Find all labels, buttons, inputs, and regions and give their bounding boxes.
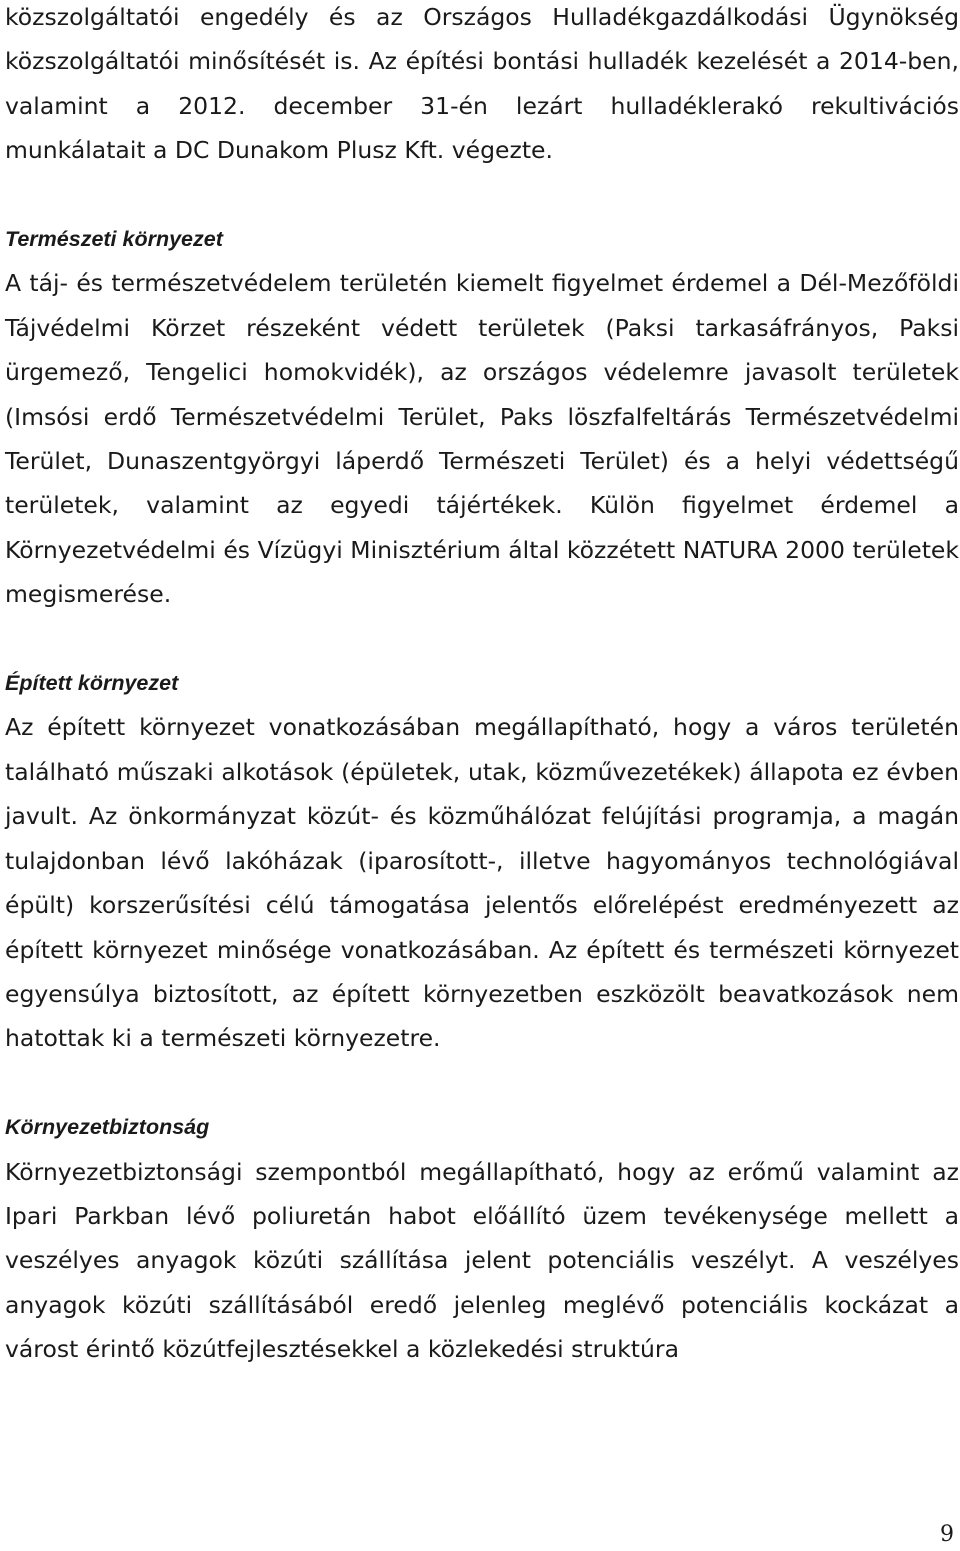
section-heading-kornyezetbiztonsag: Környezetbiztonság bbox=[5, 1115, 210, 1140]
spacer bbox=[5, 617, 959, 661]
spacer bbox=[5, 1061, 959, 1105]
intro-paragraph: közszolgáltatói engedély és az Országos Hulladékgazdálkodási Ügynökség közszolgáltatói minősítését is. Az építési bontási hulladék kezelését a 2014-ben, valamint a 2012. december 31-én lezárt hulladéklerakó rekultivációs munkálatait a DC Dunakom Plusz Kft. végezte. bbox=[5, 3, 959, 165]
spacer bbox=[5, 173, 959, 217]
page-number: 9 bbox=[940, 1522, 954, 1547]
section-paragraph-kornyezetbiztonsag: Környezetbiztonsági szempontból megállapítható, hogy az erőmű valamint az Ipari Parkban lévő poliuretán habot előállító üzem tevékenysége mellett a veszélyes anyagok közúti szállítása jelent potenciális veszélyt. A veszélyes anyagok közúti szállításából eredő jelenleg meglévő potenciális kockázat a várost érintő közútfejlesztésekkel a közlekedési struktúra bbox=[5, 1157, 959, 1364]
section-paragraph-termeszeti: A táj- és természetvédelem területén kiemelt figyelmet érdemel a Dél-Mezőföldi Tájvédelmi Körzet részeként védett területek (Paksi tarkasáfrányos, Paksi ürgemező, Tengelici homokvidék), az országos védelemre javasolt területek (Imsósi erdő Természetvédelmi Terület, Paks löszfalfeltárás Természetvédelmi Terület, Dunaszentgyörgyi láperdő Természeti Terület) és a helyi védettségű területek, valamint az egyedi tájértékek. Külön figyelmet érdemel a Környezetvédelmi és Vízügyi Minisztérium által közzétett NATURA 2000 területek megismerése. bbox=[5, 269, 959, 609]
section-heading-epitett: Épített környezet bbox=[5, 671, 179, 696]
section-paragraph-epitett: Az épített környezet vonatkozásában megállapítható, hogy a város területén található műszaki alkotások (épületek, utak, közművezetékek) állapota ez évben javult. Az önkormányzat közút- és közműhálózat felújítási programja, a magán tulajdonban lévő lakóházak (iparosított-, illetve hagyományos technológiával épült) korszerűsítési célú támogatása jelentős előrelépést eredményezett az épített környezet minősége vonatkozásában. Az épített és természeti környezet egyensúlya biztosított, az épített környezetben eszközölt beavatkozások nem hatottak ki a természeti környezetre. bbox=[5, 713, 959, 1053]
document-page bbox=[5, 0, 959, 1372]
section-heading-termeszeti: Természeti környezet bbox=[5, 227, 223, 252]
